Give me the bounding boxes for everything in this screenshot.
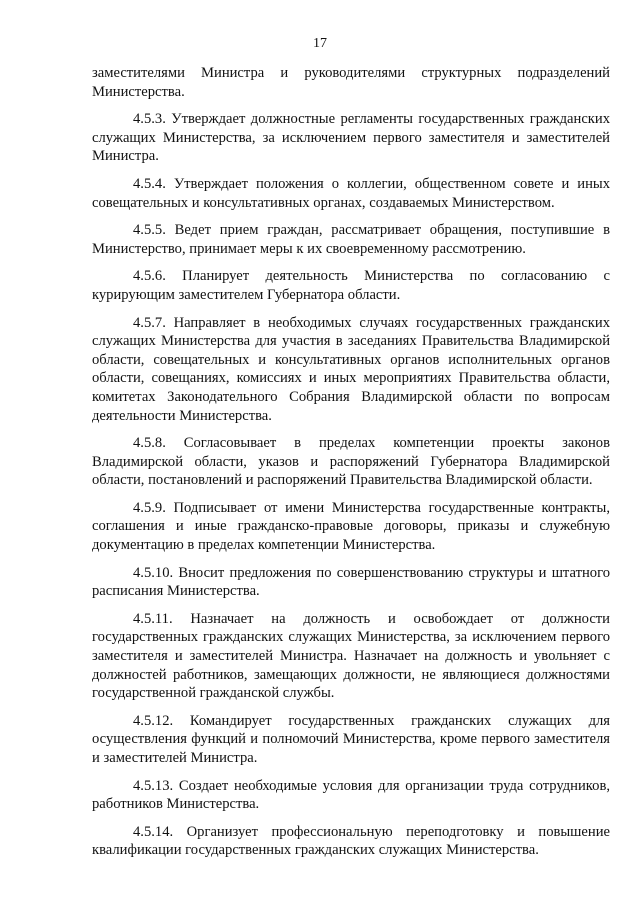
paragraph-4-5-7: 4.5.7. Направляет в необходимых случаях государственных гражданских служащих Министерства для участия в заседаниях Правительства Владимирской области, совещательных и консультативных органов исполнительных органов области, совещаниях, комиссиях и иных мероприятиях Правительства области, комитетах Законодательного Собрания Владимирской области по вопросам деятельности Министерства. [92, 314, 610, 424]
paragraph-4-5-5: 4.5.5. Ведет прием граждан, рассматривает обращения, поступившие в Министерство, принимает меры к их своевременному рассмотрению. [92, 222, 610, 257]
paragraph-4-5-4: 4.5.4. Утверждает положения о коллегии, общественном совете и иных совещательных и консультативных органах, создаваемых Министерством. [92, 175, 610, 211]
paragraph-4-5-6: 4.5.6. Планирует деятельность Министерства по согласованию с курирующим заместителем Губернатора области. [92, 268, 610, 303]
paragraph-4-5-13: 4.5.13. Создает необходимые условия для организации труда сотрудников, работников Министерства. [92, 777, 610, 813]
paragraph-4-5-10: 4.5.10. Вносит предложения по совершенствованию структуры и штатного расписания Министерства. [92, 564, 610, 600]
paragraph-4-5-11: 4.5.11. Назначает на должность и освобождает от должности государственных гражданских служащих Министерства, за исключением первого заместителя и заместителей Министра. Назначает на должность и увольняет с должностей работников, замещающих должности, не являющиеся должностями государственной гражданской службы. [92, 610, 610, 702]
paragraph-4-5-9: 4.5.9. Подписывает от имени Министерства государственные контракты, соглашения и иные гражданско-правовые договоры, приказы и служебную документацию в пределах компетенции Министерства. [92, 499, 610, 554]
paragraph-continuation: заместителями Министра и руководителями структурных подразделений Министерства. [92, 65, 610, 100]
paragraph-4-5-14: 4.5.14. Организует профессиональную переподготовку и повышение квалификации государственных гражданских служащих Министерства. [92, 823, 610, 859]
paragraph-4-5-8: 4.5.8. Согласовывает в пределах компетенции проекты законов Владимирской области, указов и распоряжений Губернатора Владимирской области, постановлений и распоряжений Правительства Владимирской области. [92, 435, 610, 489]
page-number: 17 [313, 36, 327, 51]
paragraph-4-5-12: 4.5.12. Командирует государственных гражданских служащих для осуществления функций и полномочий Министерства, кроме первого заместителя и заместителей Министра. [92, 712, 610, 766]
document-body [92, 64, 610, 869]
paragraph-4-5-3: 4.5.3. Утверждает должностные регламенты государственных гражданских служащих Министерства, за исключением первого заместителя и заместителей Министра. [92, 111, 610, 165]
